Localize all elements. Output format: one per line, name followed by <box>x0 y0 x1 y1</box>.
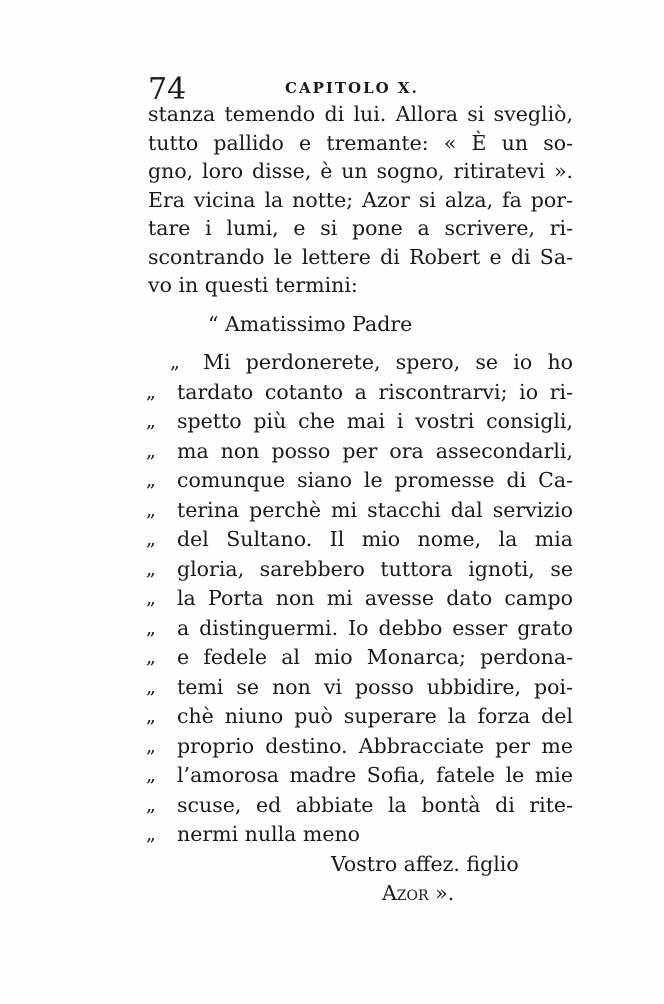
quote-mark: „ <box>146 557 156 580</box>
letter-line <box>148 820 573 850</box>
letter-line-text: ma non posso per ora assecondarli, <box>177 438 573 463</box>
narrative-paragraph <box>148 100 573 300</box>
letter-line-text: l’amorosa madre Sofia, fatele le mie <box>177 763 573 787</box>
letter-line-text: a distinguermi. Io debbo esser grato <box>177 615 573 640</box>
running-head: CAPITOLO X. <box>285 79 419 97</box>
letter-line-text: comunque siano le promesse di Ca- <box>177 468 573 492</box>
quote-mark: „ <box>146 469 156 491</box>
quote-mark: „ <box>146 675 156 698</box>
quote-mark: „ <box>146 439 156 462</box>
quote-mark: „ <box>146 587 156 609</box>
letter-line <box>148 525 573 555</box>
text-line: gno, loro disse, è un sogno, ritiratevi ». <box>148 159 573 183</box>
spacer <box>148 300 573 310</box>
quote-mark: „ <box>146 528 156 550</box>
quote-mark: „ <box>146 734 156 757</box>
letter-line <box>148 791 573 821</box>
body-text <box>148 100 573 908</box>
quote-mark: „ <box>146 823 156 845</box>
quote-mark: „ <box>146 764 156 786</box>
letter-line <box>148 584 573 614</box>
quote-mark: „ <box>146 380 156 403</box>
letter-line-text: gloria, sarebbero tuttora ignoti, se <box>177 556 573 581</box>
letter-line-text: la Porta non mi avesse dato campo <box>177 586 573 610</box>
quote-mark: „ <box>170 351 180 373</box>
quote-mark: „ <box>146 616 156 639</box>
letter-line-text: terina perchè mi stacchi dal servizio <box>177 497 573 522</box>
letter-line <box>148 643 573 673</box>
quote-mark: „ <box>146 498 156 521</box>
letter <box>148 310 573 908</box>
letter-line <box>148 437 573 467</box>
letter-line-text: tardato cotanto a riscontrarvi; io ri- <box>177 379 573 404</box>
quote-mark: „ <box>146 410 156 432</box>
letter-line-text: temi se non vi posso ubbidire, poi- <box>177 674 573 699</box>
text-line: Era vicina la notte; Azor si alza, fa por- <box>148 187 573 212</box>
letter-line <box>148 378 573 408</box>
text-line: tutto pallido e tremante: « È un so- <box>148 130 573 155</box>
letter-line-text: e fedele al mio Monarca; perdona- <box>177 645 573 669</box>
letter-line <box>148 761 573 791</box>
text-line: scontrando le lettere di Robert e di Sa- <box>148 244 573 269</box>
letter-line-text: spetto più che mai i vostri consigli, <box>177 409 573 433</box>
letter-line <box>148 555 573 585</box>
letter-line-text: scuse, ed abbiate la bontà di rite- <box>177 792 573 817</box>
letter-line <box>148 702 573 732</box>
quote-mark: „ <box>146 646 156 668</box>
letter-salutation: “ Amatissimo Padre <box>208 311 413 336</box>
page-number: 74 <box>148 72 187 107</box>
letter-line <box>148 407 573 437</box>
letter-line-text: chè niuno può superare la forza del <box>177 704 573 728</box>
letter-signature: Azor ». <box>382 880 455 905</box>
letter-line <box>148 466 573 496</box>
letter-line-text: proprio destino. Abbracciate per me <box>177 733 573 758</box>
letter-line <box>148 732 573 762</box>
letter-line <box>148 496 573 526</box>
text-line: stanza temendo di lui. Allora si svegliò, <box>148 102 573 126</box>
letter-line-text: Mi perdonerete, spero, se io ho <box>203 350 573 374</box>
quote-mark: „ <box>146 705 156 727</box>
letter-line <box>148 348 573 378</box>
spacer <box>148 338 573 348</box>
quote-mark: „ <box>146 793 156 816</box>
text-line: vo in questi termini: <box>148 273 358 297</box>
letter-line <box>148 673 573 703</box>
letter-line-text: nermi nulla meno <box>177 822 361 846</box>
letter-line <box>148 614 573 644</box>
text-line: tare i lumi, e si pone a scrivere, ri- <box>148 216 573 240</box>
letter-closing: Vostro affez. figlio <box>331 851 519 876</box>
letter-line-text: del Sultano. Il mio nome, la mia <box>177 527 573 551</box>
